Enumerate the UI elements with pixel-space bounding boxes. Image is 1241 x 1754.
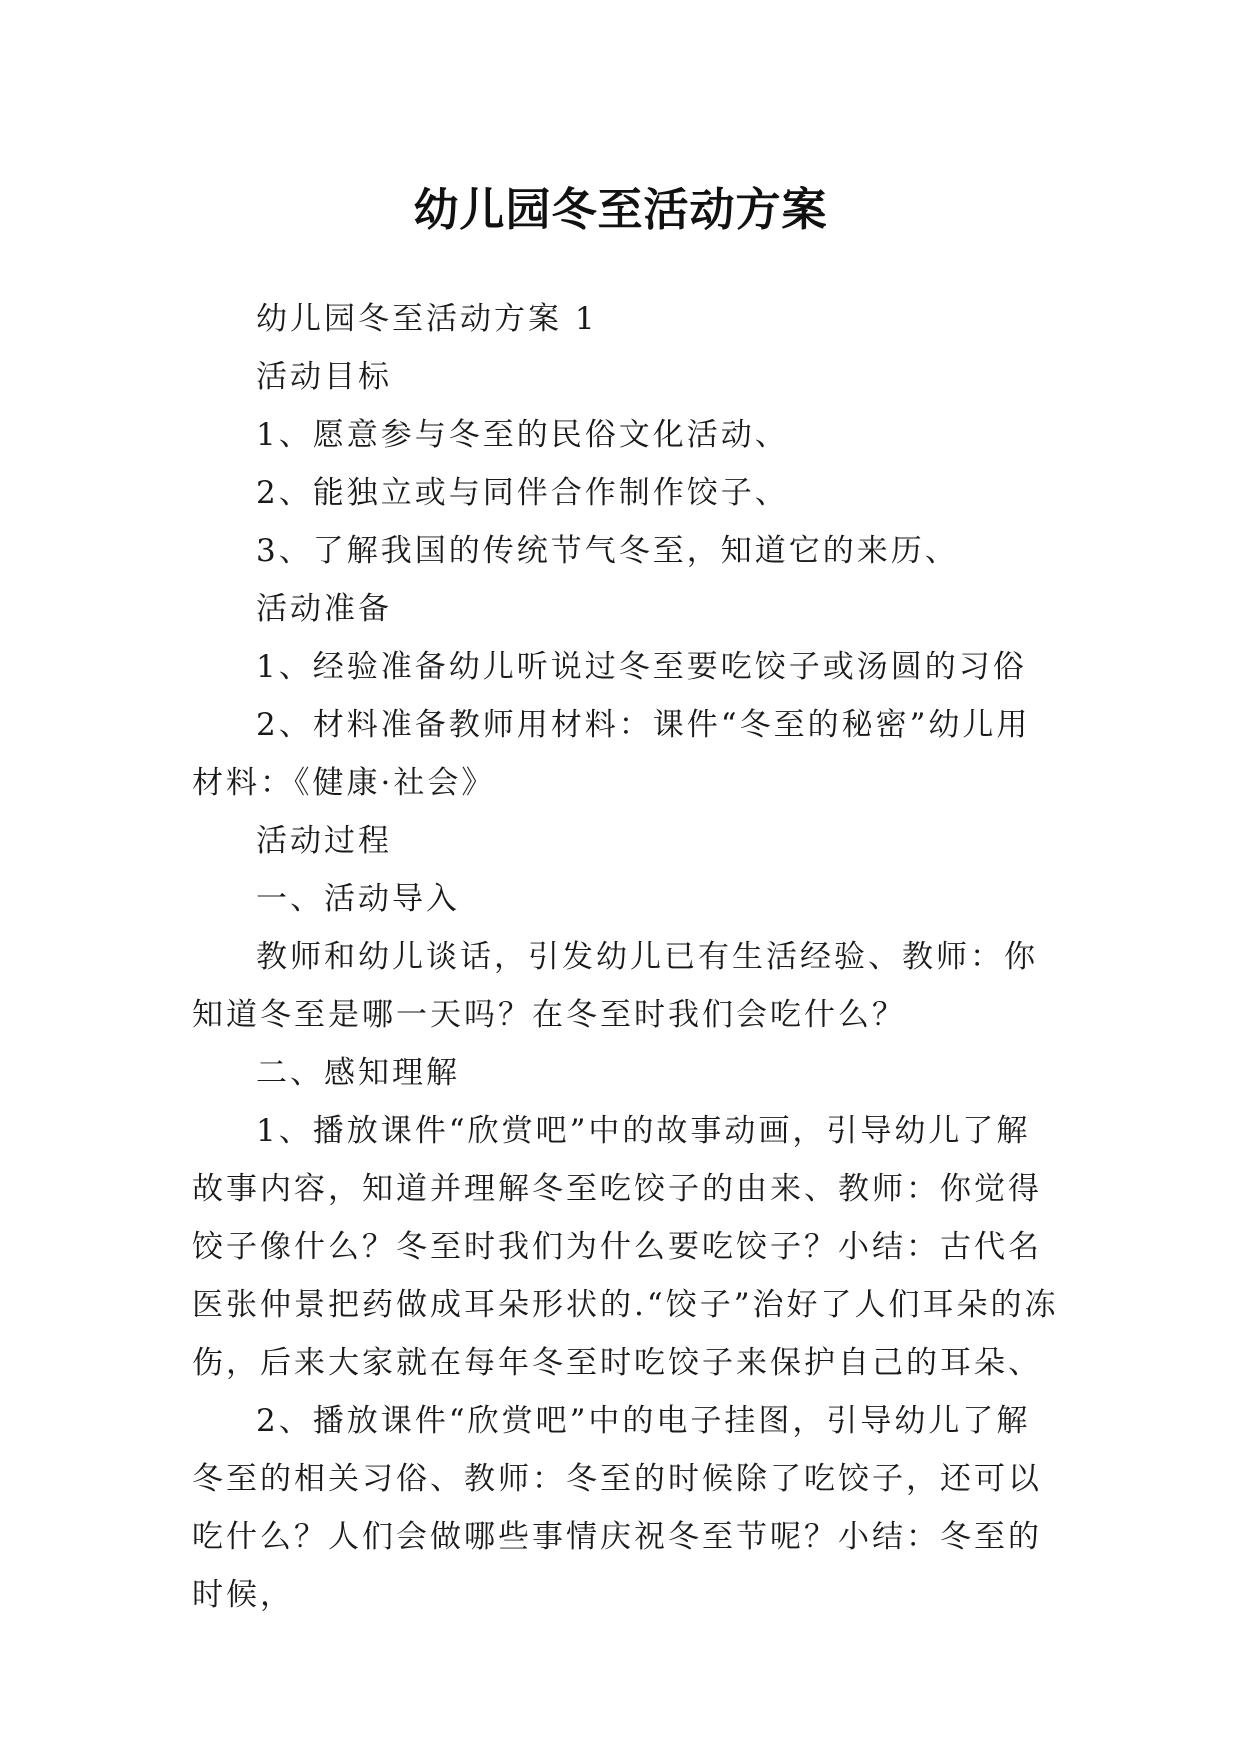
paragraph-section-2-heading: 二、感知理解 xyxy=(256,1055,460,1091)
paragraph-section-2-item-2: 2、播放课件“欣赏吧”中的电子挂图，引导幼儿了解冬至的相关习俗、教师：冬至的时候除了吃饺子，还可以吃什么？人们会做哪些事情庆祝冬至节呢？小结：冬至的时候， xyxy=(192,1403,1042,1613)
paragraph-goal-1: 1、愿意参与冬至的民俗文化活动、 xyxy=(256,417,789,453)
paragraph-plan-heading: 幼儿园冬至活动方案 1 xyxy=(256,301,598,337)
paragraph-section-1-heading: 一、活动导入 xyxy=(256,881,460,917)
paragraph-goal-2: 2、能独立或与同伴合作制作饺子、 xyxy=(256,475,789,511)
paragraph-section-2-item-1: 1、播放课件“欣赏吧”中的故事动画，引导幼儿了解故事内容，知道并理解冬至吃饺子的由来、教师：你觉得饺子像什么？冬至时我们为什么要吃饺子？小结：古代名医张仲景把药做成耳朵形状的.“饺子”治好了人们耳朵的冻伤，后来大家就在每年冬至时吃饺子来保护自己的耳朵、 xyxy=(192,1113,1059,1381)
paragraph-goal-3: 3、了解我国的传统节气冬至，知道它的来历、 xyxy=(256,533,959,569)
paragraph-prep-heading: 活动准备 xyxy=(256,591,392,627)
paragraph-prep-1: 1、经验准备幼儿听说过冬至要吃饺子或汤圆的习俗 xyxy=(256,649,1027,685)
paragraph-goals-heading: 活动目标 xyxy=(256,359,392,395)
document-title: 幼儿园冬至活动方案 xyxy=(413,183,828,237)
paragraph-prep-2: 2、材料准备教师用材料：课件“冬至的秘密”幼儿用材料：《健康·社会》 xyxy=(192,707,1031,801)
paragraph-process-heading: 活动过程 xyxy=(256,823,392,859)
paragraph-section-1-body: 教师和幼儿谈话，引发幼儿已有生活经验、教师：你知道冬至是哪一天吗？在冬至时我们会吃什么？ xyxy=(192,939,1038,1033)
document-body xyxy=(192,290,1062,1624)
